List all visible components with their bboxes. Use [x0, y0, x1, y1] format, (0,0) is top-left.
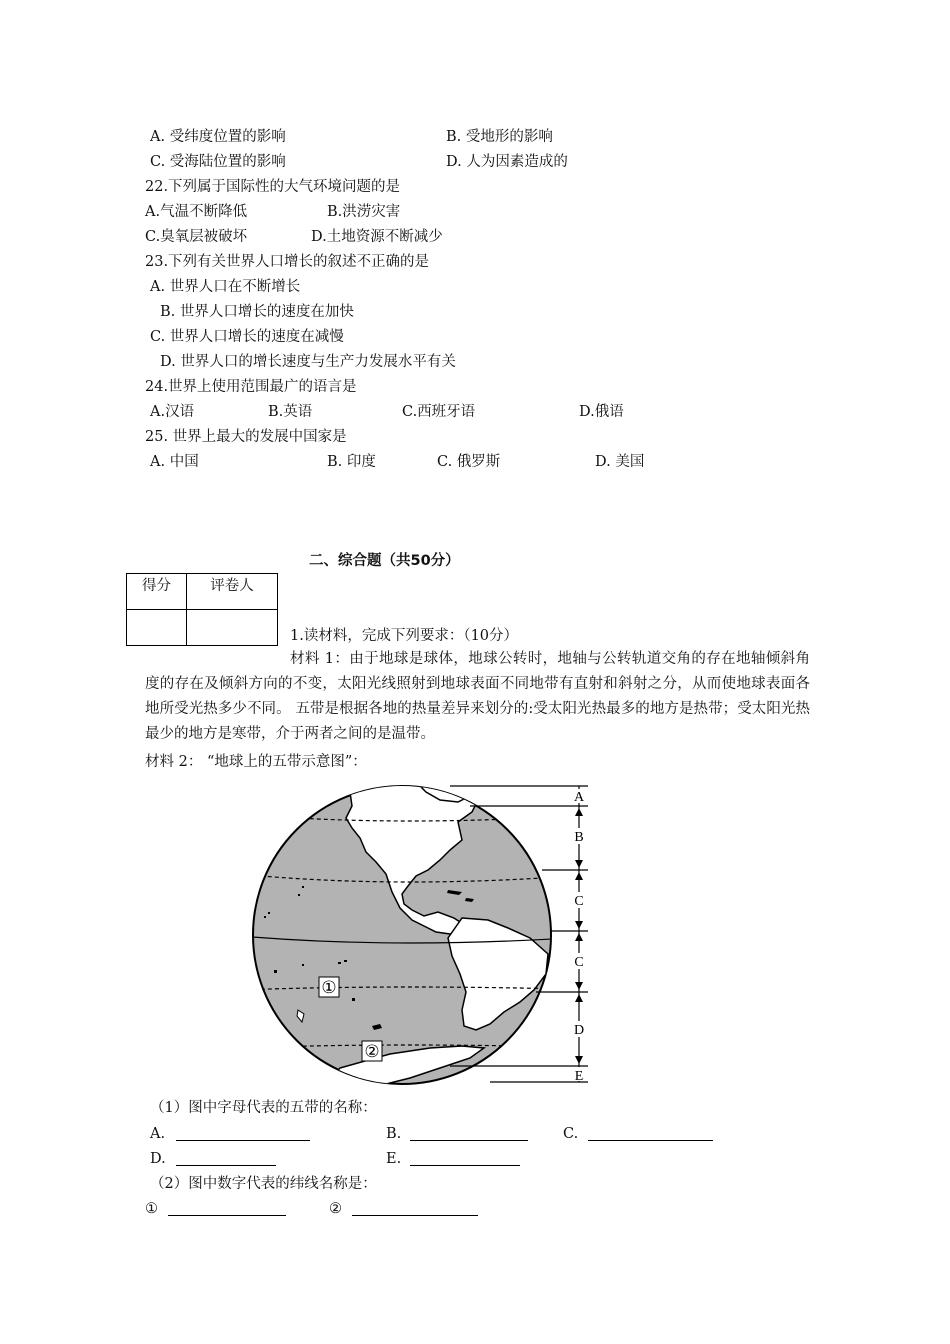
q1-stem: 1.读材料，完成下列要求：（10分） — [290, 628, 519, 644]
q22-option-d: D.土地资源不断减少 — [311, 229, 443, 245]
sub-question-2: （2）图中数字代表的纬线名称是： — [150, 1176, 377, 1192]
section-title: 二、综合题（共50分） — [309, 553, 460, 569]
zone-label-c-south: C — [574, 955, 584, 970]
q23-option-c: C. 世界人口增长的速度在减慢 — [150, 329, 344, 345]
material-2: 材料 2： “地球上的五带示意图”： — [145, 754, 367, 770]
answer-e-label: E. — [386, 1151, 402, 1167]
material-1: 材料 1：由于地球是球体，地球公转时，地轴与公转轨道交角的存在地轴倾斜角度的存在及倾斜方向的不变，太阳光线照射到地球表面不同地带有直射和斜射之分，从而使地球表面各地所受光热多少不同。 五带是根据各地的热量差异来划分的:受太阳光热最多的地方是热带；受太阳光热最少的地方是寒带，介于两者之间的是温带。 — [145, 651, 810, 742]
pacific-island — [264, 916, 266, 918]
pacific-island — [274, 970, 277, 973]
zone-label-a: A — [573, 790, 585, 805]
answer-a-blank[interactable] — [176, 1126, 310, 1141]
zone-label-c-north: C — [574, 894, 584, 909]
pacific-island — [344, 960, 347, 962]
answer-2-blank[interactable] — [352, 1201, 478, 1216]
sub-question-1: （1）图中字母代表的五带的名称： — [150, 1100, 377, 1116]
score-cell[interactable] — [127, 610, 187, 646]
grader-cell[interactable] — [187, 610, 278, 646]
answer-d-label: D. — [150, 1151, 166, 1167]
q24-option-d: D.俄语 — [579, 404, 624, 420]
pacific-island — [268, 912, 270, 914]
answer-c-label: C. — [563, 1126, 579, 1142]
q21-option-a: A. 受纬度位置的影响 — [150, 129, 286, 145]
pacific-island — [338, 962, 341, 964]
grader-header: 评卷人 — [187, 574, 278, 610]
marker-2: ② — [364, 1042, 380, 1062]
pacific-island — [302, 886, 304, 888]
q22-stem: 22.下列属于国际性的大气环境问题的是 — [145, 179, 401, 195]
q24-option-a: A.汉语 — [150, 404, 195, 420]
q23-option-b: B. 世界人口增长的速度在加快 — [160, 304, 354, 320]
answer-1-blank[interactable] — [168, 1201, 286, 1216]
q25-stem: 25. 世界上最大的发展中国家是 — [145, 429, 347, 445]
answer-a-label: A. — [150, 1126, 166, 1142]
q22-option-c: C.臭氧层被破坏 — [145, 229, 248, 245]
q22-option-b: B.洪涝灾害 — [327, 204, 401, 220]
answer-e-blank[interactable] — [410, 1151, 520, 1166]
pacific-island — [352, 998, 355, 1001]
q25-option-c: C. 俄罗斯 — [437, 454, 501, 470]
q23-option-d: D. 世界人口的增长速度与生产力发展水平有关 — [160, 354, 456, 370]
q25-option-a: A. 中国 — [150, 454, 199, 470]
q23-option-a: A. 世界人口在不断增长 — [150, 279, 301, 295]
score-table — [126, 573, 278, 646]
q25-option-b: B. 印度 — [327, 454, 376, 470]
q24-option-b: B.英语 — [268, 404, 313, 420]
five-zones-map — [240, 778, 600, 1090]
q23-stem: 23.下列有关世界人口增长的叙述不正确的是 — [145, 254, 430, 270]
q22-option-a: A.气温不断降低 — [145, 204, 248, 220]
pacific-islands — [298, 894, 300, 896]
q21-option-d: D. 人为因素造成的 — [446, 154, 568, 170]
q21-option-b: B. 受地形的影响 — [446, 129, 553, 145]
q21-option-c: C. 受海陆位置的影响 — [150, 154, 286, 170]
answer-c-blank[interactable] — [588, 1126, 713, 1141]
zone-label-b: B — [574, 830, 584, 845]
q25-option-d: D. 美国 — [595, 454, 645, 470]
pacific-island — [302, 964, 304, 966]
answer-2-label: ② — [329, 1201, 342, 1217]
q24-option-c: C.西班牙语 — [402, 404, 476, 420]
score-header: 得分 — [127, 574, 187, 610]
answer-1-label: ① — [145, 1201, 158, 1217]
answer-b-blank[interactable] — [410, 1126, 528, 1141]
answer-d-blank[interactable] — [176, 1151, 276, 1166]
zone-label-e: E — [574, 1069, 584, 1084]
q24-stem: 24.世界上使用范围最广的语言是 — [145, 379, 357, 395]
zone-label-d: D — [573, 1023, 585, 1038]
marker-1: ① — [321, 978, 337, 998]
answer-b-label: B. — [386, 1126, 402, 1142]
